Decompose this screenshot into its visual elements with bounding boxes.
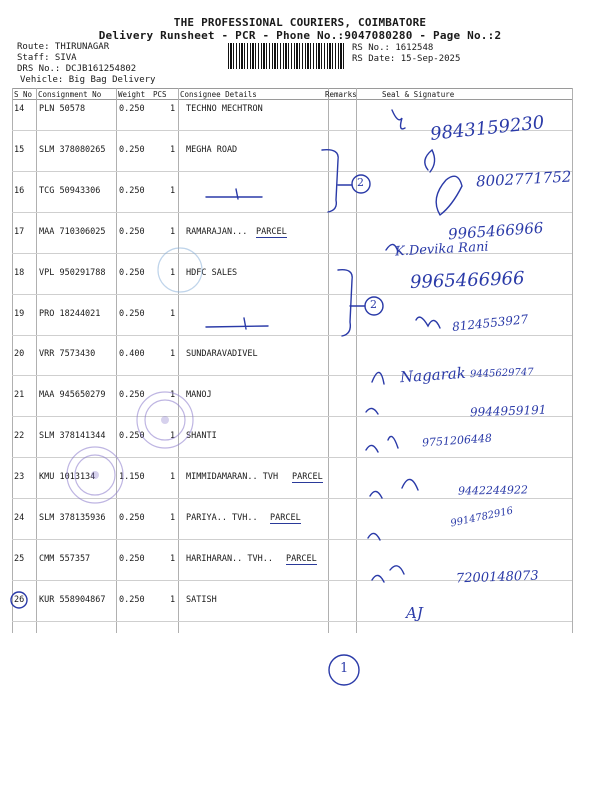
- signature-stroke: [206, 318, 268, 329]
- row-cn: KMU 1013134: [39, 472, 96, 482]
- row-wt: 0.250: [119, 554, 145, 564]
- row-consignee: SATISH: [186, 595, 217, 605]
- row-cn: PRO 18244021: [39, 309, 101, 319]
- stamp-seal: [161, 416, 169, 424]
- signature-stroke: [370, 479, 418, 498]
- handwritten-phone: 9442244922: [457, 483, 529, 498]
- page-circle-number: 1: [340, 661, 349, 676]
- header-seal: Seal & Signature: [382, 90, 455, 99]
- row-sno: 15: [14, 145, 25, 155]
- row-sno: 22: [14, 431, 25, 441]
- row-pcs: 1: [170, 431, 176, 441]
- handwritten-phone: 7200148073: [455, 568, 539, 587]
- signature-stroke: [392, 110, 405, 129]
- signature-stroke: [368, 533, 380, 540]
- handwritten-phone: 8002771752: [475, 167, 572, 191]
- drs-label: DRS No.: DCJB161254802: [17, 64, 137, 74]
- row-sno: 18: [14, 268, 25, 278]
- row-pcs: 1: [170, 595, 176, 605]
- row-cn: SLM 378080265: [39, 145, 106, 155]
- row-pcs: 1: [170, 309, 176, 319]
- row-sno: 14: [14, 104, 25, 114]
- row-consignee: HDFC SALES: [186, 268, 238, 278]
- row-sno: 24: [14, 513, 25, 523]
- handwritten-phone: 9965466966: [409, 268, 525, 293]
- row-cn: KUR 558904867: [39, 595, 106, 605]
- signature-stroke: [366, 436, 398, 452]
- row-pcs: 1: [170, 349, 176, 359]
- row-sno: 16: [14, 186, 25, 196]
- row-cn: SLM 378141344: [39, 431, 106, 441]
- parcel-label: PARCEL: [270, 513, 301, 523]
- header-sno: S No: [14, 90, 33, 99]
- signature-stroke: [436, 176, 462, 215]
- stamp-seal: [158, 248, 202, 292]
- handwritten-initials: AJ: [406, 604, 423, 622]
- row-pcs: 1: [170, 145, 176, 155]
- row-pcs: 1: [170, 186, 176, 196]
- row-wt: 0.250: [119, 186, 145, 196]
- row-wt: 0.250: [119, 268, 145, 278]
- row-wt: 0.250: [119, 145, 145, 155]
- row-consignee: RAMARAJAN...: [186, 227, 248, 237]
- runsheet-subtitle: Delivery Runsheet - PCR - Phone No.:9047080280 - Page No.:2: [98, 29, 502, 42]
- bracket-mark: [338, 270, 352, 336]
- row-cn: PLN 50578: [39, 104, 86, 114]
- handwritten-phone: 9944959191: [469, 402, 547, 420]
- row-sno: 25: [14, 554, 25, 564]
- row-cn: CMM 557357: [39, 554, 91, 564]
- handwritten-phone: 9751206448: [421, 431, 493, 450]
- header-consignee: Consignee Details: [180, 90, 257, 99]
- signature-stroke: [372, 566, 404, 582]
- row-pcs: 1: [170, 554, 176, 564]
- header-weight: Weight: [118, 90, 146, 99]
- handwritten-phone: 9914782916: [449, 505, 515, 530]
- row-sno: 26: [14, 595, 25, 605]
- parcel-label: PARCEL: [256, 227, 287, 237]
- row-wt: 1.150: [119, 472, 145, 482]
- handwritten-phone: 9843159230: [429, 112, 546, 145]
- row-wt: 0.250: [119, 431, 145, 441]
- row-consignee: PARIYA.. TVH..: [186, 513, 258, 523]
- row-consignee: MANOJ: [186, 390, 212, 400]
- handwritten-name: K.Devika Rani: [394, 239, 489, 260]
- row-cn: MAA 945650279: [39, 390, 106, 400]
- row-wt: 0.250: [119, 104, 145, 114]
- row-pcs: 1: [170, 104, 176, 114]
- bracket-count: 2: [370, 298, 377, 311]
- handwritten-phone: 8124553927: [451, 312, 529, 334]
- bracket-count: 2: [357, 176, 364, 189]
- row-pcs: 1: [170, 227, 176, 237]
- row-wt: 0.250: [119, 513, 145, 523]
- row-wt: 0.250: [119, 595, 145, 605]
- row-consignee: SUNDARAVADIVEL: [186, 349, 258, 359]
- handwritten-phone: 9965466966: [447, 218, 544, 244]
- row-consignee: SHANTI: [186, 431, 217, 441]
- row-sno: 19: [14, 309, 25, 319]
- row-sno: 23: [14, 472, 25, 482]
- parcel-label: PARCEL: [292, 472, 323, 482]
- signature-stroke: [372, 372, 384, 384]
- signature-stroke: [416, 317, 440, 328]
- signature-stroke: [366, 408, 378, 414]
- vehicle-label: Vehicle: Big Bag Delivery: [20, 75, 156, 85]
- route-label: Route: THIRUNAGAR: [17, 42, 110, 52]
- handwritten-name: Nagarak: [399, 363, 467, 387]
- staff-label: Staff: SIVA: [17, 53, 77, 63]
- row-wt: 0.250: [119, 309, 145, 319]
- rs-number: RS No.: 1612548: [352, 43, 434, 53]
- header-pcs: PCS: [153, 90, 167, 99]
- circle-mark: [11, 592, 27, 608]
- row-sno: 21: [14, 390, 25, 400]
- handwritten-phone: 9445629747: [469, 366, 534, 381]
- signature-stroke: [425, 150, 435, 172]
- row-cn: TCG 50943306: [39, 186, 101, 196]
- rs-date: RS Date: 15-Sep-2025: [352, 54, 461, 64]
- row-consignee: MEGHA ROAD: [186, 145, 238, 155]
- row-cn: VPL 950291788: [39, 268, 106, 278]
- stamp-seal: [91, 471, 99, 479]
- row-wt: 0.250: [119, 390, 145, 400]
- header-consignment: Consignment No: [38, 90, 102, 99]
- row-pcs: 1: [170, 472, 176, 482]
- row-wt: 0.250: [119, 227, 145, 237]
- row-cn: SLM 378135936: [39, 513, 106, 523]
- header-remarks: Remarks: [325, 90, 357, 99]
- row-pcs: 1: [170, 513, 176, 523]
- signature-stroke: [206, 189, 262, 199]
- row-sno: 20: [14, 349, 25, 359]
- row-consignee: HARIHARAN.. TVH..: [186, 554, 273, 564]
- row-cn: VRR 7573430: [39, 349, 96, 359]
- bracket-mark: [322, 150, 338, 212]
- row-wt: 0.400: [119, 349, 145, 359]
- row-sno: 17: [14, 227, 25, 237]
- row-pcs: 1: [170, 268, 176, 278]
- parcel-label: PARCEL: [286, 554, 317, 564]
- row-cn: MAA 710306025: [39, 227, 106, 237]
- company-title: THE PROFESSIONAL COURIERS, COIMBATORE: [173, 16, 427, 29]
- row-consignee: TECHNO MECHTRON: [186, 104, 263, 114]
- row-consignee: MIMMIDAMARAN.. TVH: [186, 472, 279, 482]
- row-pcs: 1: [170, 390, 176, 400]
